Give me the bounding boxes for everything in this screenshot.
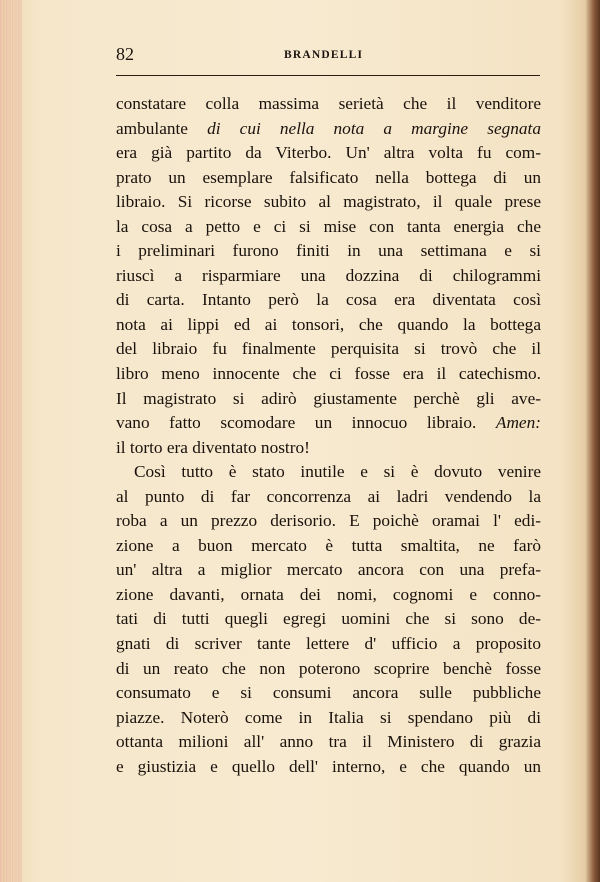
- text-line: libraio. Si ricorse subito al magistrato, il quale prese: [116, 192, 541, 212]
- text-line: era già partito da Viterbo. Un' altra volta fu com-: [116, 143, 541, 163]
- body-text: [116, 92, 541, 779]
- text-line: e giustizia e quello dell' interno, e che quando un: [116, 756, 541, 776]
- running-head: [116, 44, 540, 70]
- text-line: vano fatto scomodare un innocuo libraio. Amen:: [116, 413, 541, 433]
- text-line: zione a buon mercato è tutta smaltita, ne farò: [116, 535, 541, 555]
- text-line: di un reato che non poterono scoprire benchè fosse: [116, 658, 541, 678]
- text-line: ottanta milioni all' anno tra il Ministero di grazia: [116, 732, 541, 752]
- text-line: Il magistrato si adirò giustamente perchè gli ave-: [116, 388, 541, 408]
- text-line: al punto di far concorrenza ai ladri vendendo la: [116, 486, 541, 506]
- text-line: roba a un prezzo derisorio. E poichè oramai l' edi-: [116, 511, 541, 531]
- text-line: riuscì a risparmiare una dozzina di chilogrammi: [116, 265, 541, 285]
- text-line: la cosa a petto e ci si mise con tanta energia che: [116, 216, 541, 236]
- text-line: piazze. Noterò come in Italia si spendano più di: [116, 707, 541, 727]
- text-line: constatare colla massima serietà che il venditore: [116, 94, 541, 113]
- text-line: libro meno innocente che ci fosse era il catechismo.: [116, 364, 541, 384]
- text-line: prato un esemplare falsificato nella bottega di un: [116, 167, 541, 187]
- text-line: di carta. Intanto però la cosa era diventata così: [116, 290, 541, 310]
- text-line: tati di tutti quegli egregi uomini che si sono de-: [116, 609, 541, 629]
- page-number: 82: [116, 44, 134, 64]
- text-line: nota ai lippi ed ai tonsori, che quando la bottega: [116, 314, 541, 334]
- text-line: ambulante di cui nella nota a margine segnata: [116, 118, 541, 138]
- text-line: zione davanti, ornata dei nomi, cognomi e conno-: [116, 584, 541, 604]
- text-line: consumato e si consumi ancora sulle pubbliche: [116, 683, 541, 703]
- text-line: i preliminari furono finiti in una settimana e si: [116, 241, 541, 261]
- text-line: un' altra a miglior mercato ancora con una prefa-: [116, 560, 541, 580]
- italic-word: Amen:: [495, 413, 541, 433]
- text-line: il torto era diventato nostro!: [116, 437, 310, 457]
- header-rule: [116, 75, 540, 76]
- text-line: gnati di scriver tante lettere d' ufficio a proposito: [116, 634, 541, 654]
- page-edge: [0, 0, 22, 882]
- text-line: del libraio fu finalmente perquisita si trovò che il: [116, 339, 541, 359]
- text-line: Così tutto è stato inutile e si è dovuto venire: [134, 462, 541, 482]
- running-title: BRANDELLI: [284, 49, 364, 61]
- italic-phrase: di cui nella nota a margine segnata: [207, 118, 541, 138]
